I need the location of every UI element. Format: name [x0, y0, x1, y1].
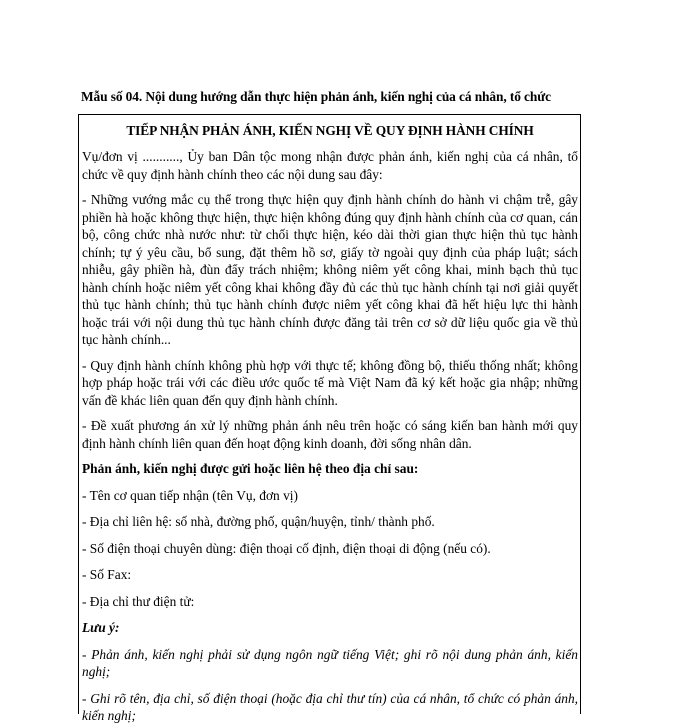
- document-body: [82, 114, 578, 725]
- form-title: Mẫu số 04. Nội dung hướng dẫn thực hiện phản ánh, kiến nghị của cá nhân, tổ chức: [81, 89, 552, 104]
- note-heading: Lưu ý:: [82, 620, 120, 635]
- address-line: - Địa chỉ liên hệ: số nhà, đường phố, quận/huyện, tỉnh/ thành phố.: [82, 514, 435, 529]
- intro-paragraph: Vụ/đơn vị ..........., Ủy ban Dân tộc mong nhận được phản ánh, kiến nghị của cá nhân, tổ chức về quy định hành chính theo các nội dung sau đây:: [82, 149, 578, 182]
- address-heading: Phản ánh, kiến nghị được gửi hoặc liên hệ theo địa chỉ sau:: [82, 461, 419, 476]
- note-item: - Phản ánh, kiến nghị phải sử dụng ngôn ngữ tiếng Việt; ghi rõ nội dung phản ánh, kiến nghị;: [82, 646, 578, 679]
- list-item: - Những vướng mắc cụ thể trong thực hiện quy định hành chính do hành vi chậm trễ, gây phiền hà hoặc không thực hiện, thực hiện không đúng quy định hành chính của cơ quan, cán bộ, công chức nhà nước như: từ chối thực hiện, kéo dài thời gian thực hiện thủ tục hành chính; tự ý yêu cầu, bổ sung, đặt thêm hồ sơ, giấy tờ ngoài quy định của pháp luật; sách nhiễu, gây phiền hà, đùn đẩy trách nhiệm; không niêm yết công khai, minh bạch thủ tục hành chính hoặc niêm yết công khai không đầy đủ các thủ tục hành chính tại nơi giải quyết thủ tục hành chính; thủ tục hành chính được niêm yết công khai đã hết hiệu lực thi hành hoặc trái với nội dung thủ tục hành chính được đăng tải trên cơ sở dữ liệu quốc gia về thủ tục hành chính...: [82, 192, 578, 347]
- note-item: - Ghi rõ tên, địa chỉ, số điện thoại (hoặc địa chỉ thư tín) của cá nhân, tổ chức có phản ánh, kiến nghị;: [82, 690, 578, 723]
- address-line: - Địa chỉ thư điện tử:: [82, 593, 195, 609]
- address-line: - Số Fax:: [82, 567, 132, 582]
- address-line: - Tên cơ quan tiếp nhận (tên Vụ, đơn vị): [82, 487, 298, 503]
- box-heading: TIẾP NHẬN PHẢN ÁNH, KIẾN NGHỊ VỀ QUY ĐỊNH HÀNH CHÍNH: [126, 123, 534, 138]
- address-line: - Số điện thoại chuyên dùng: điện thoại cố định, điện thoại di động (nếu có).: [82, 540, 491, 556]
- list-item: - Quy định hành chính không phù hợp với thực tế; không đồng bộ, thiếu thống nhất; không hợp pháp hoặc trái với các điều ước quốc tế mà Việt Nam đã ký kết hoặc gia nhập; những vấn đề khác liên quan đến quy định hành chính.: [82, 357, 578, 408]
- list-item: - Đề xuất phương án xử lý những phản ánh nêu trên hoặc có sáng kiến ban hành mới quy định hành chính liên quan đến hoạt động kinh doanh, đời sống nhân dân.: [82, 418, 578, 451]
